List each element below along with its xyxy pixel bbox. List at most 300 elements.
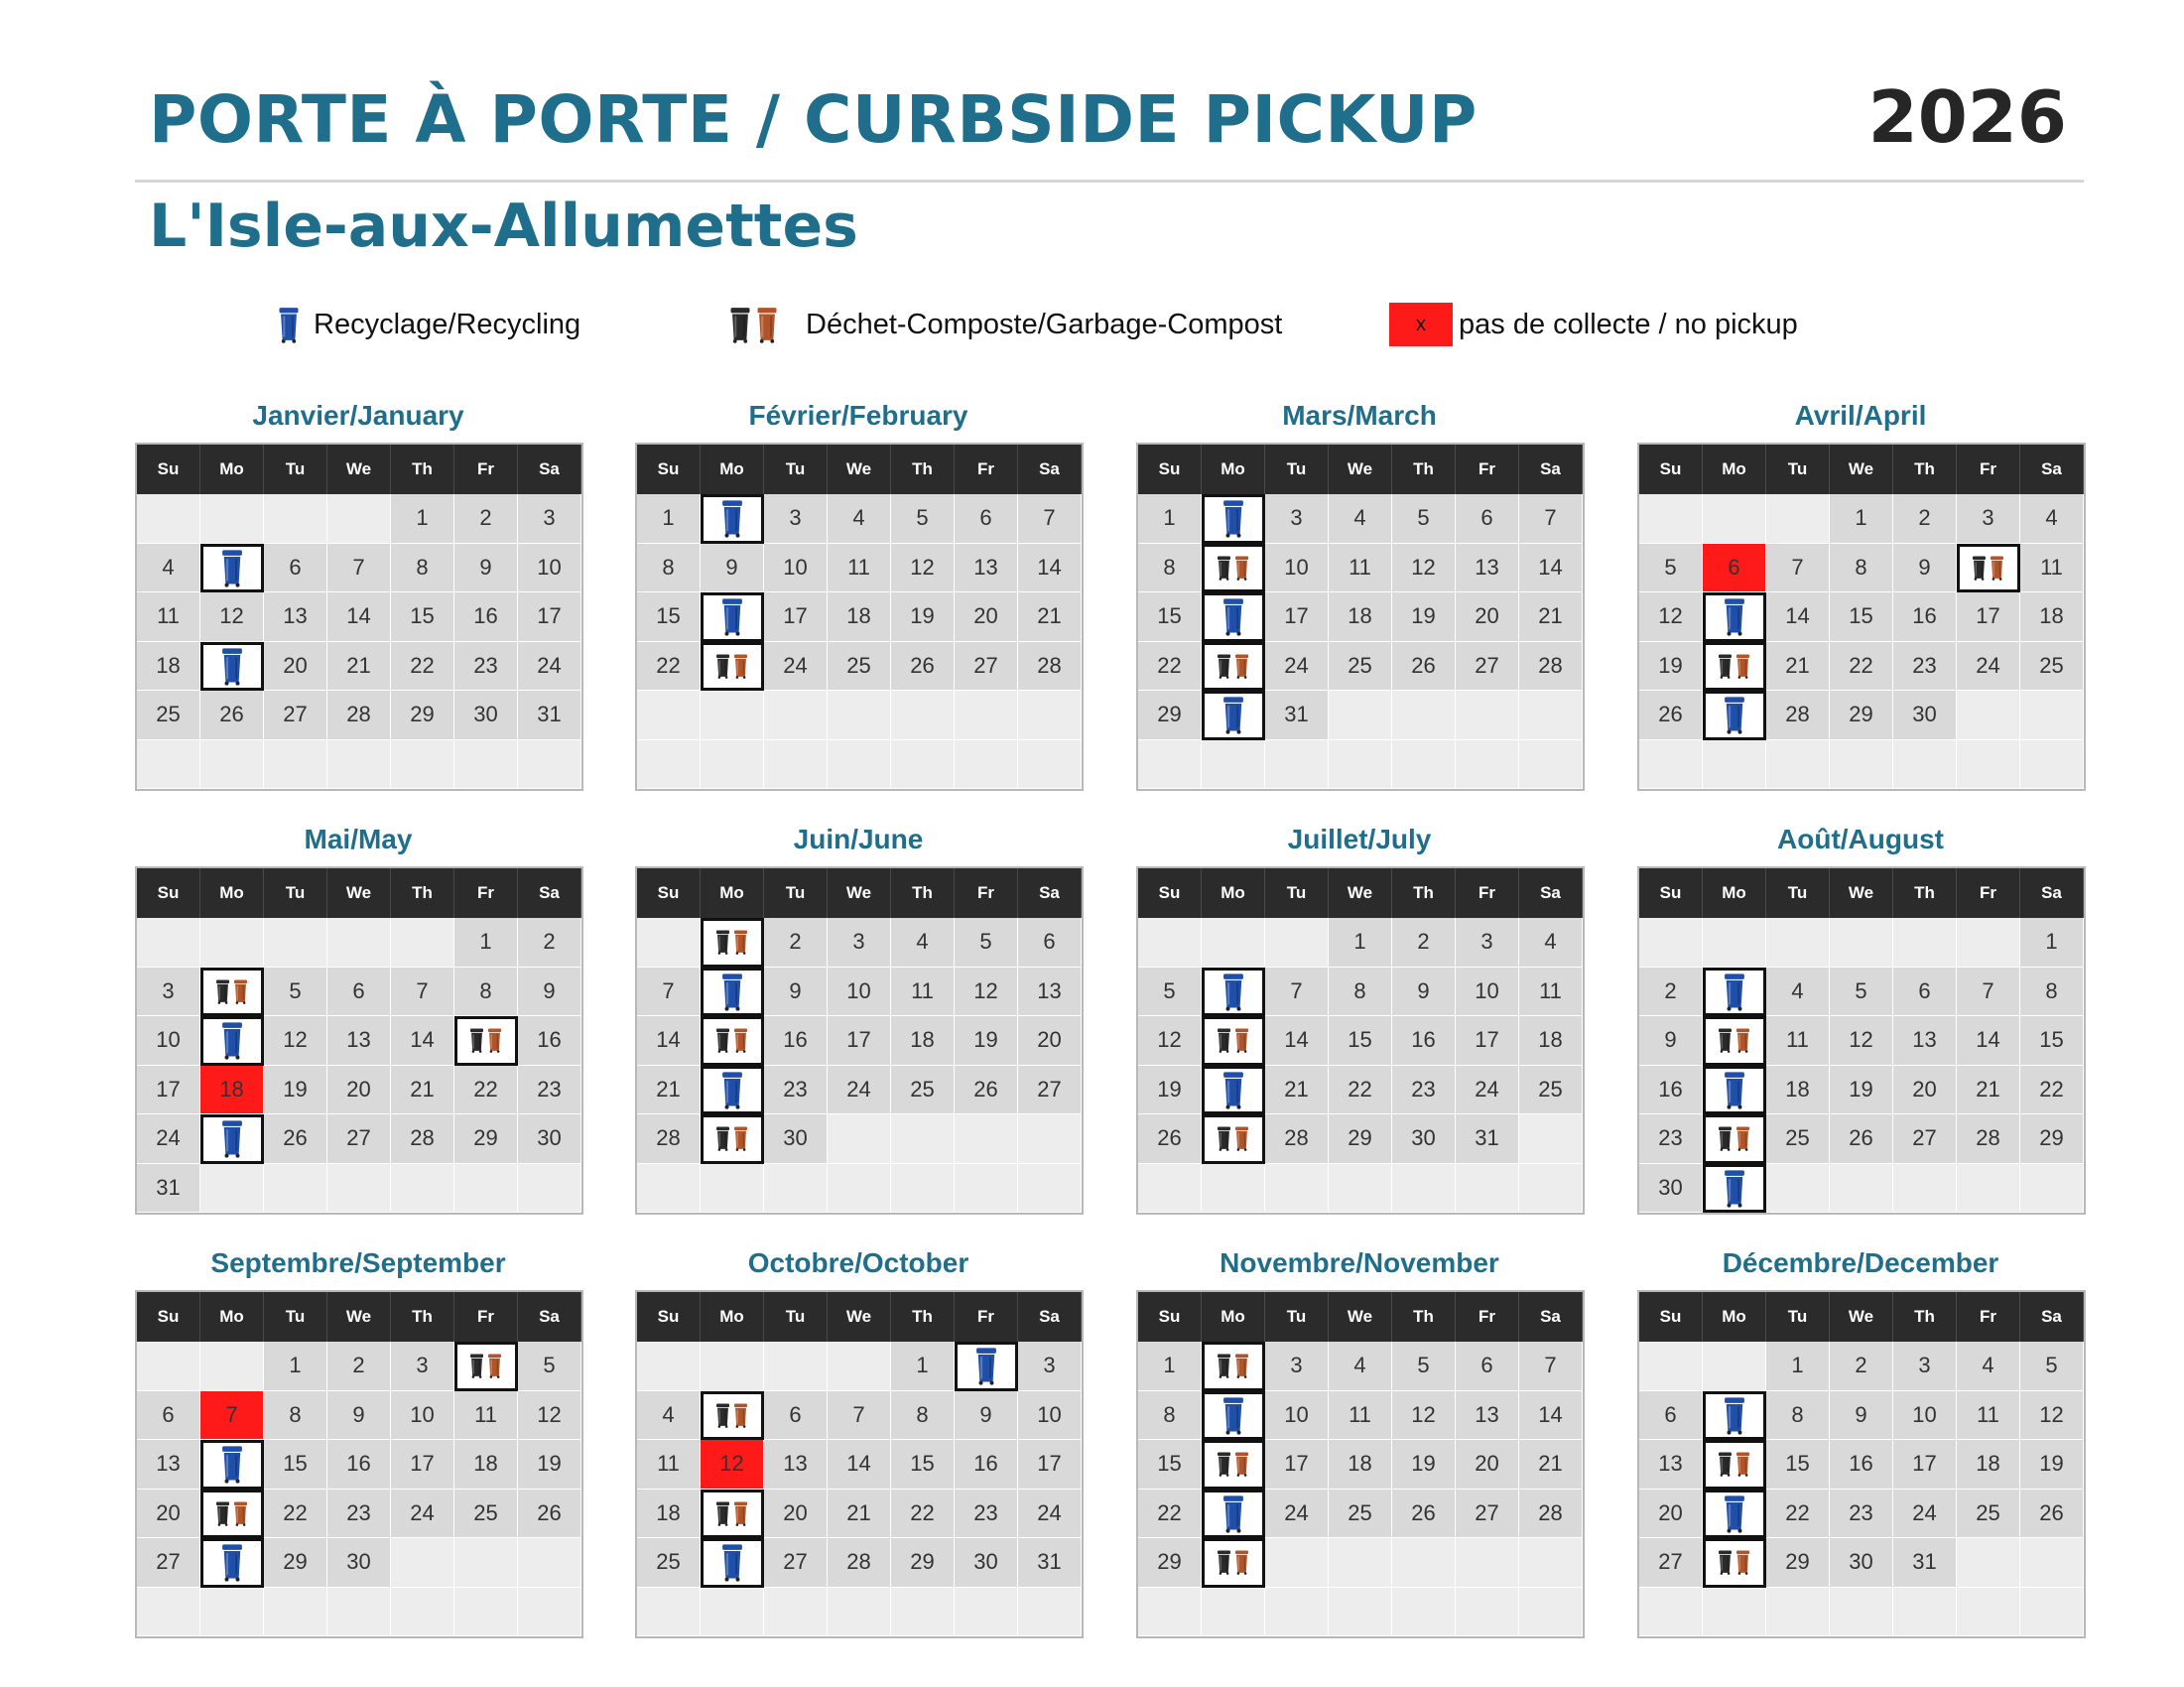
garbage-pickup-day-cell	[701, 1114, 764, 1164]
blue-bin-icon	[1724, 1070, 1745, 1109]
weekday-header: Su	[1138, 1292, 1202, 1342]
empty-day-cell	[637, 1588, 701, 1637]
weekday-header: Mo	[1703, 1292, 1766, 1342]
day-cell: 11	[891, 968, 955, 1017]
empty-day-cell	[764, 740, 828, 790]
day-cell: 28	[327, 691, 391, 740]
empty-day-cell	[637, 740, 701, 790]
day-cell: 6	[955, 494, 1018, 544]
day-cell: 5	[2020, 1342, 2084, 1391]
day-cell: 30	[1830, 1538, 1893, 1588]
day-cell: 15	[1138, 592, 1202, 642]
empty-day-cell	[327, 494, 391, 544]
recycling-pickup-day-cell	[701, 1066, 764, 1115]
empty-day-cell	[391, 1538, 454, 1588]
empty-day-cell	[1265, 1538, 1329, 1588]
month-grid	[1136, 1290, 1585, 1638]
day-cell: 25	[1957, 1490, 2020, 1539]
day-cell: 3	[1456, 918, 1519, 968]
day-cell: 4	[891, 918, 955, 968]
recycling-bin-icon	[221, 1118, 243, 1158]
month-calendar	[1136, 821, 1583, 1215]
day-cell: 22	[2020, 1066, 2084, 1115]
day-cell: 8	[391, 544, 454, 593]
black-bin-icon	[1217, 555, 1231, 581]
day-cell: 17	[1265, 592, 1329, 642]
day-cell: 18	[1329, 592, 1392, 642]
empty-day-cell	[1519, 1114, 1583, 1164]
empty-day-cell	[137, 740, 200, 790]
day-cell: 1	[391, 494, 454, 544]
weekday-header: Fr	[1456, 445, 1519, 494]
day-cell: 26	[891, 642, 955, 692]
day-cell: 14	[828, 1440, 891, 1490]
day-cell: 22	[1766, 1490, 1830, 1539]
day-cell: 7	[1766, 544, 1830, 593]
day-cell: 3	[828, 918, 891, 968]
weekday-header: Su	[637, 445, 701, 494]
empty-day-cell	[1329, 1164, 1392, 1214]
garbage-compost-bins-icon	[1718, 1027, 1750, 1053]
day-cell: 10	[764, 544, 828, 593]
empty-day-cell	[1519, 1538, 1583, 1588]
day-cell: 15	[264, 1440, 327, 1490]
month-title: Juillet/July	[1287, 824, 1432, 854]
day-cell: 10	[391, 1391, 454, 1441]
day-cell: 2	[764, 918, 828, 968]
garbage-compost-bins-icon	[1972, 555, 2004, 581]
empty-day-cell	[454, 740, 518, 790]
recycling-bin-icon	[721, 1542, 743, 1582]
brown-bin-icon	[1234, 555, 1249, 581]
day-cell: 25	[637, 1538, 701, 1588]
brown-bin-icon	[233, 1500, 248, 1526]
recycling-bin-icon	[721, 1070, 743, 1109]
day-cell: 21	[1519, 592, 1583, 642]
recycling-pickup-day-cell	[1703, 1391, 1766, 1441]
recycling-bin-icon	[1724, 1395, 1745, 1435]
empty-day-cell	[1519, 740, 1583, 790]
recycling-bin-icon	[221, 548, 243, 587]
empty-day-cell	[1830, 1164, 1893, 1214]
legend-garbage	[729, 300, 1282, 349]
day-cell: 18	[637, 1490, 701, 1539]
day-cell: 9	[1830, 1391, 1893, 1441]
empty-day-cell	[1957, 1164, 2020, 1214]
day-cell: 7	[327, 544, 391, 593]
weekday-header: Sa	[1519, 445, 1583, 494]
blue-bin-icon	[721, 498, 743, 538]
brown-bin-icon	[733, 1500, 748, 1526]
empty-day-cell	[1456, 1588, 1519, 1637]
month-title: Décembre/December	[1722, 1247, 1999, 1278]
empty-day-cell	[1519, 1588, 1583, 1637]
empty-day-cell	[1639, 740, 1703, 790]
day-cell: 24	[1893, 1490, 1957, 1539]
garbage-pickup-day-cell	[1703, 1538, 1766, 1588]
day-cell: 12	[955, 968, 1018, 1017]
day-cell: 22	[637, 642, 701, 692]
black-bin-icon	[715, 1402, 730, 1428]
recycling-bin-icon	[1724, 1168, 1745, 1208]
weekday-header: Mo	[200, 868, 264, 918]
garbage-pickup-day-cell	[701, 1391, 764, 1441]
brown-bin-icon	[733, 1125, 748, 1151]
blue-bin-icon	[221, 1444, 243, 1484]
day-cell: 11	[454, 1391, 518, 1441]
empty-day-cell	[200, 1588, 264, 1637]
day-cell: 30	[764, 1114, 828, 1164]
day-cell: 2	[1639, 968, 1703, 1017]
day-cell: 31	[137, 1164, 200, 1214]
empty-day-cell	[955, 691, 1018, 740]
empty-day-cell	[1830, 740, 1893, 790]
day-cell: 31	[1265, 691, 1329, 740]
day-cell: 9	[701, 544, 764, 593]
blue-bin-icon	[221, 548, 243, 587]
recycling-pickup-day-cell	[1202, 592, 1265, 642]
empty-day-cell	[264, 494, 327, 544]
day-cell: 4	[137, 544, 200, 593]
month-grid	[135, 1290, 583, 1638]
day-cell: 28	[1957, 1114, 2020, 1164]
brown-bin-icon	[1234, 1353, 1249, 1378]
day-cell: 21	[1957, 1066, 2020, 1115]
day-cell: 21	[637, 1066, 701, 1115]
empty-day-cell	[454, 1538, 518, 1588]
day-cell: 14	[637, 1016, 701, 1066]
day-cell: 8	[264, 1391, 327, 1441]
weekday-header: Su	[1639, 1292, 1703, 1342]
day-cell: 6	[764, 1391, 828, 1441]
blue-bin-icon	[1724, 1395, 1745, 1435]
day-cell: 12	[1138, 1016, 1202, 1066]
day-cell: 3	[1957, 494, 2020, 544]
day-cell: 1	[1766, 1342, 1830, 1391]
day-cell: 12	[518, 1391, 581, 1441]
weekday-header: Mo	[1202, 445, 1265, 494]
black-bin-icon	[1718, 1125, 1733, 1151]
day-cell: 18	[454, 1440, 518, 1490]
garbage-compost-bins-icon	[469, 1027, 502, 1053]
day-cell: 21	[828, 1490, 891, 1539]
day-cell: 19	[1639, 642, 1703, 692]
day-cell: 9	[454, 544, 518, 593]
day-cell: 16	[327, 1440, 391, 1490]
day-cell: 19	[891, 592, 955, 642]
garbage-pickup-day-cell	[701, 1016, 764, 1066]
empty-day-cell	[1202, 1588, 1265, 1637]
black-bin-icon	[715, 653, 730, 679]
day-cell: 15	[1138, 1440, 1202, 1490]
black-bin-icon	[1217, 1353, 1231, 1378]
day-cell: 16	[764, 1016, 828, 1066]
day-cell: 10	[1893, 1391, 1957, 1441]
day-cell: 27	[1893, 1114, 1957, 1164]
black-bin-icon	[1217, 1125, 1231, 1151]
day-cell: 27	[327, 1114, 391, 1164]
year-label: 2026	[1867, 75, 2067, 159]
empty-day-cell	[264, 1588, 327, 1637]
recycling-pickup-day-cell	[701, 968, 764, 1017]
day-cell: 29	[391, 691, 454, 740]
weekday-header: Mo	[1703, 868, 1766, 918]
empty-day-cell	[1138, 740, 1202, 790]
day-cell: 19	[2020, 1440, 2084, 1490]
recycling-bin-icon	[721, 972, 743, 1011]
black-bin-icon	[1217, 1549, 1231, 1575]
empty-day-cell	[1018, 691, 1082, 740]
day-cell: 19	[1392, 1440, 1456, 1490]
weekday-header: We	[1329, 1292, 1392, 1342]
weekday-header: Tu	[1265, 868, 1329, 918]
empty-day-cell	[2020, 1538, 2084, 1588]
recycling-pickup-day-cell	[200, 1114, 264, 1164]
blue-bin-icon	[221, 1118, 243, 1158]
garbage-pickup-day-cell	[200, 1490, 264, 1539]
black-bin-icon	[1718, 653, 1733, 679]
brown-bin-icon	[733, 653, 748, 679]
black-bin-icon	[1972, 555, 1987, 581]
no-pickup-day-cell: 6	[1703, 544, 1766, 593]
day-cell: 20	[264, 642, 327, 692]
day-cell: 15	[891, 1440, 955, 1490]
empty-day-cell	[701, 691, 764, 740]
black-bin-icon	[469, 1027, 484, 1053]
day-cell: 27	[955, 642, 1018, 692]
day-cell: 26	[2020, 1490, 2084, 1539]
day-cell: 24	[1456, 1066, 1519, 1115]
day-cell: 9	[1392, 968, 1456, 1017]
day-cell: 25	[2020, 642, 2084, 692]
weekday-header: Tu	[764, 1292, 828, 1342]
day-cell: 11	[2020, 544, 2084, 593]
empty-day-cell	[1703, 918, 1766, 968]
day-cell: 8	[454, 968, 518, 1017]
day-cell: 1	[1138, 1342, 1202, 1391]
recycling-pickup-day-cell	[200, 1440, 264, 1490]
garbage-compost-bins-icon	[1217, 1027, 1249, 1053]
day-cell: 24	[764, 642, 828, 692]
blue-bin-icon	[975, 1346, 997, 1385]
garbage-pickup-day-cell	[1703, 642, 1766, 692]
day-cell: 13	[1456, 1391, 1519, 1441]
month-grid	[1136, 866, 1585, 1215]
day-cell: 9	[764, 968, 828, 1017]
recycling-pickup-day-cell	[1202, 1490, 1265, 1539]
recycling-pickup-day-cell	[1703, 1490, 1766, 1539]
day-cell: 30	[1893, 691, 1957, 740]
day-cell: 20	[1456, 1440, 1519, 1490]
day-cell: 27	[1018, 1066, 1082, 1115]
garbage-compost-bins-icon	[715, 1500, 748, 1526]
empty-day-cell	[1957, 1588, 2020, 1637]
day-cell: 27	[764, 1538, 828, 1588]
day-cell: 4	[1957, 1342, 2020, 1391]
day-cell: 14	[1957, 1016, 2020, 1066]
weekday-header: Th	[391, 445, 454, 494]
empty-day-cell	[391, 1164, 454, 1214]
black-bin-icon	[1718, 1027, 1733, 1053]
day-cell: 25	[1766, 1114, 1830, 1164]
weekday-header: Sa	[2020, 1292, 2084, 1342]
header-divider	[135, 180, 2084, 183]
day-cell: 4	[1766, 968, 1830, 1017]
day-cell: 17	[1957, 592, 2020, 642]
empty-day-cell	[137, 1588, 200, 1637]
day-cell: 1	[454, 918, 518, 968]
black-bin-icon	[715, 1125, 730, 1151]
empty-day-cell	[1329, 691, 1392, 740]
day-cell: 31	[518, 691, 581, 740]
day-cell: 8	[637, 544, 701, 593]
weekday-header: Tu	[1766, 445, 1830, 494]
day-cell: 11	[137, 592, 200, 642]
day-cell: 5	[1830, 968, 1893, 1017]
garbage-pickup-day-cell	[1703, 1440, 1766, 1490]
day-cell: 19	[1830, 1066, 1893, 1115]
day-cell: 2	[454, 494, 518, 544]
day-cell: 13	[1639, 1440, 1703, 1490]
empty-day-cell	[1456, 691, 1519, 740]
legend-no-pickup	[1389, 300, 1798, 349]
day-cell: 1	[1830, 494, 1893, 544]
garbage-pickup-day-cell	[701, 918, 764, 968]
day-cell: 7	[828, 1391, 891, 1441]
day-cell: 24	[1018, 1490, 1082, 1539]
recycling-bin-icon	[1222, 596, 1244, 636]
day-cell: 16	[454, 592, 518, 642]
garbage-compost-bins-icon	[715, 653, 748, 679]
recycling-bin-icon	[221, 1020, 243, 1060]
empty-day-cell	[1639, 1342, 1703, 1391]
garbage-compost-bins-icon	[1217, 653, 1249, 679]
legend-no-pickup-label: pas de collecte / no pickup	[1459, 308, 1798, 340]
empty-day-cell	[1893, 1164, 1957, 1214]
weekday-header: Su	[1639, 868, 1703, 918]
day-cell: 1	[1138, 494, 1202, 544]
weekday-header: Su	[137, 445, 200, 494]
legend-recycling	[278, 300, 580, 349]
day-cell: 21	[327, 642, 391, 692]
day-cell: 17	[764, 592, 828, 642]
empty-day-cell	[200, 1164, 264, 1214]
weekday-header: Fr	[1456, 1292, 1519, 1342]
day-cell: 13	[955, 544, 1018, 593]
weekday-header: Th	[1392, 445, 1456, 494]
day-cell: 7	[1519, 1342, 1583, 1391]
black-bin-icon	[715, 929, 730, 955]
day-cell: 21	[1519, 1440, 1583, 1490]
empty-day-cell	[1265, 1588, 1329, 1637]
weekday-header: Tu	[1265, 1292, 1329, 1342]
empty-day-cell	[1138, 1588, 1202, 1637]
empty-day-cell	[1456, 1164, 1519, 1214]
recycling-pickup-day-cell	[1202, 494, 1265, 544]
recycling-bin-icon	[975, 1346, 997, 1385]
weekday-header: Th	[891, 1292, 955, 1342]
empty-day-cell	[1456, 1538, 1519, 1588]
weekday-header: Th	[1893, 445, 1957, 494]
day-cell: 30	[327, 1538, 391, 1588]
day-cell: 6	[1639, 1391, 1703, 1441]
day-cell: 4	[1519, 918, 1583, 968]
weekday-header: Mo	[701, 868, 764, 918]
empty-day-cell	[1392, 1588, 1456, 1637]
day-cell: 24	[391, 1490, 454, 1539]
day-cell: 11	[1329, 544, 1392, 593]
day-cell: 23	[327, 1490, 391, 1539]
weekday-header: Tu	[1766, 1292, 1830, 1342]
day-cell: 18	[891, 1016, 955, 1066]
weekday-header: Fr	[1456, 868, 1519, 918]
empty-day-cell	[1392, 691, 1456, 740]
day-cell: 3	[137, 968, 200, 1017]
garbage-compost-bins-icon	[715, 1402, 748, 1428]
weekday-header: Fr	[955, 445, 1018, 494]
day-cell: 26	[1830, 1114, 1893, 1164]
day-cell: 12	[1830, 1016, 1893, 1066]
day-cell: 10	[1265, 544, 1329, 593]
day-cell: 26	[518, 1490, 581, 1539]
day-cell: 20	[1456, 592, 1519, 642]
day-cell: 11	[828, 544, 891, 593]
empty-day-cell	[1766, 494, 1830, 544]
garbage-compost-bins-icon	[1718, 1549, 1750, 1575]
month-title: Mai/May	[304, 824, 413, 854]
day-cell: 9	[327, 1391, 391, 1441]
brown-bin-icon	[487, 1353, 502, 1378]
recycling-bin-icon	[721, 596, 743, 636]
day-cell: 4	[1329, 494, 1392, 544]
empty-day-cell	[828, 1164, 891, 1214]
brown-bin-icon	[733, 1402, 748, 1428]
day-cell: 28	[1018, 642, 1082, 692]
day-cell: 1	[891, 1342, 955, 1391]
day-cell: 25	[891, 1066, 955, 1115]
empty-day-cell	[518, 1538, 581, 1588]
day-cell: 20	[1018, 1016, 1082, 1066]
empty-day-cell	[955, 1588, 1018, 1637]
brown-bin-icon	[733, 929, 748, 955]
garbage-pickup-day-cell	[1202, 1440, 1265, 1490]
day-cell: 22	[1830, 642, 1893, 692]
weekday-header: Th	[391, 868, 454, 918]
day-cell: 17	[518, 592, 581, 642]
garbage-pickup-day-cell	[1703, 1114, 1766, 1164]
recycling-pickup-day-cell	[1202, 1066, 1265, 1115]
empty-day-cell	[1018, 1114, 1082, 1164]
brown-bin-icon	[1735, 1451, 1750, 1477]
day-cell: 22	[1329, 1066, 1392, 1115]
day-cell: 15	[391, 592, 454, 642]
black-bin-icon	[1217, 653, 1231, 679]
day-cell: 3	[1265, 494, 1329, 544]
weekday-header: Th	[391, 1292, 454, 1342]
day-cell: 13	[764, 1440, 828, 1490]
garbage-pickup-day-cell	[1202, 544, 1265, 593]
empty-day-cell	[327, 1164, 391, 1214]
day-cell: 24	[828, 1066, 891, 1115]
day-cell: 7	[637, 968, 701, 1017]
day-cell: 12	[1639, 592, 1703, 642]
day-cell: 20	[1893, 1066, 1957, 1115]
blue-bin-icon	[1222, 695, 1244, 734]
day-cell: 5	[1392, 1342, 1456, 1391]
day-cell: 1	[637, 494, 701, 544]
day-cell: 15	[637, 592, 701, 642]
day-cell: 30	[955, 1538, 1018, 1588]
